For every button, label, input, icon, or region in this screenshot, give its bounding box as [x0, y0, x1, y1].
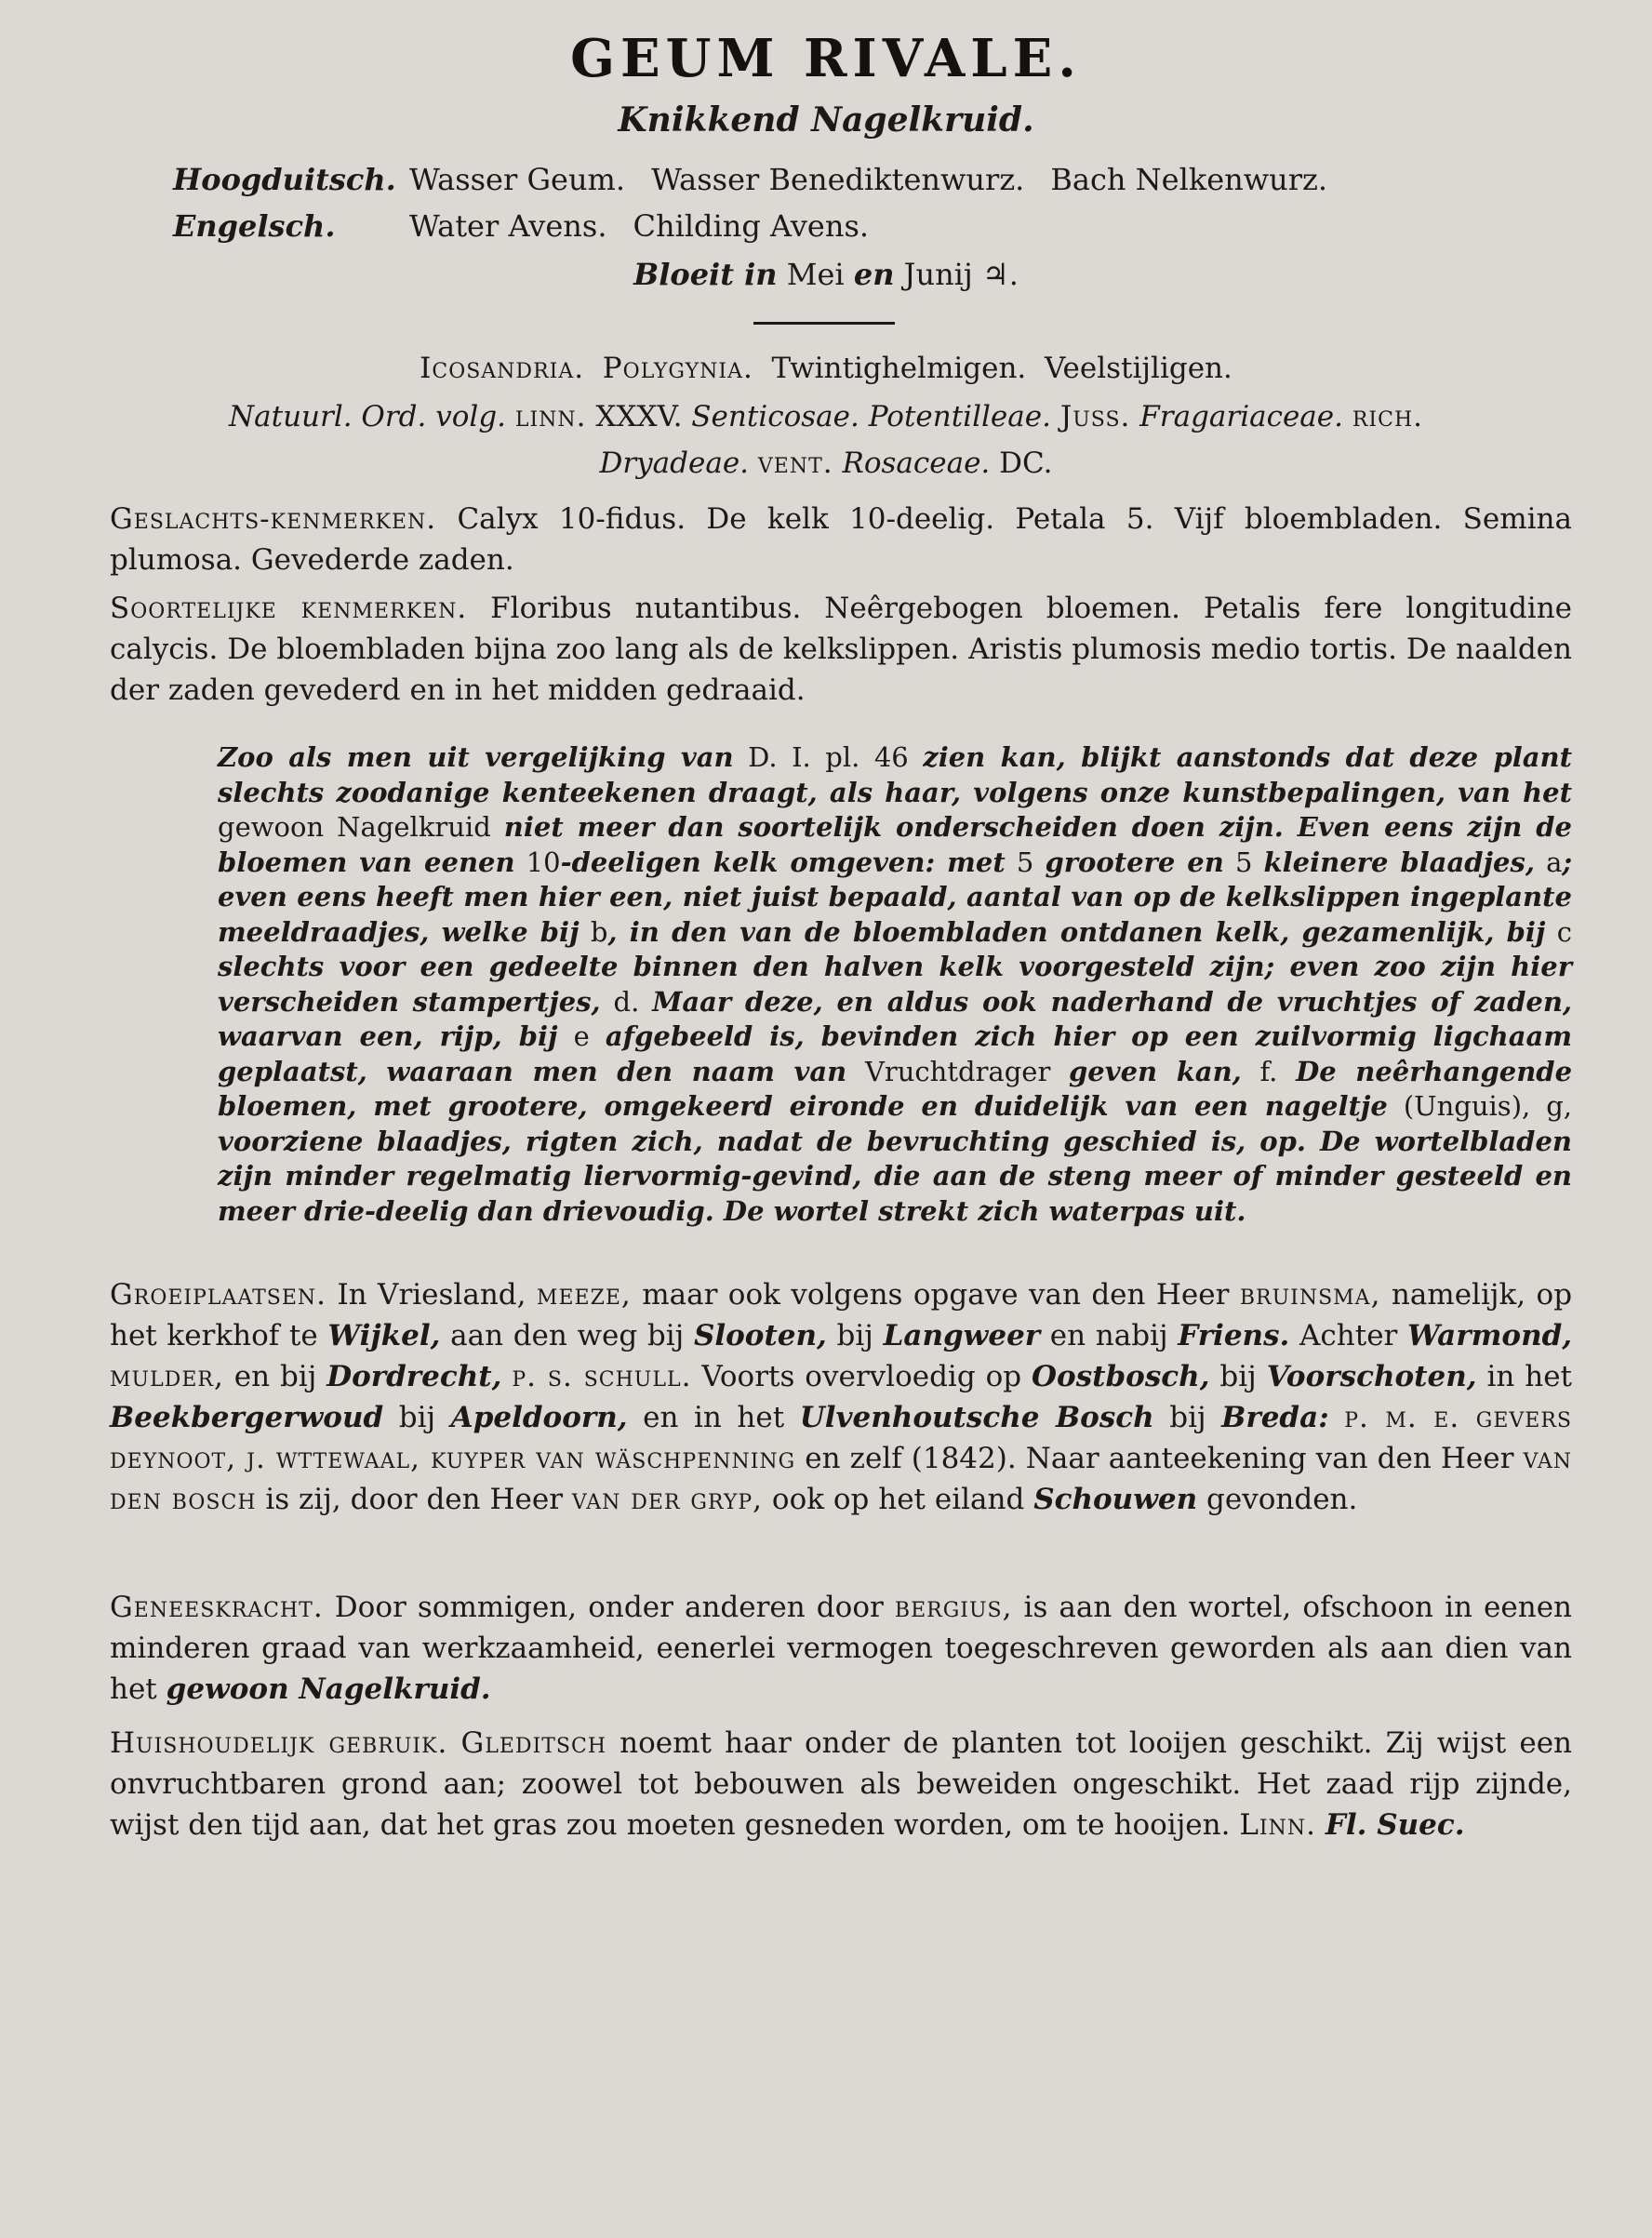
page-title: GEUM RIVALE. — [570, 28, 1082, 89]
class-author: Juss. — [1059, 400, 1131, 433]
bloom-period — [0, 257, 1652, 292]
common-name: Bach Nelkenwurz. — [1050, 162, 1328, 197]
desc-text: De neêrhangende bloemen, met grootere, omgekeerd eironde en duidelijk van een nageltje — [218, 1055, 1573, 1122]
bloom-month: Mei — [786, 257, 845, 292]
description-paragraph — [218, 740, 1572, 1229]
person-name: Gleditsch — [460, 1726, 607, 1760]
common-name: Wasser Geum. — [409, 162, 626, 197]
person-name: p. s. schull. — [512, 1360, 692, 1393]
class-author: rich. — [1352, 400, 1423, 433]
section-label: Huishoudelijk gebruik. — [110, 1726, 448, 1760]
section-text: noemt haar onder de planten tot looijen geschikt. Zij wijst een onvruchtbaren grond aan; zoowel tot bebouwen als beweiden ongeschikt. Het zaad rijp zijnde, wijst den tijd aan, dat het gras zou moeten gesneden worden, om te hooijen. — [110, 1726, 1572, 1842]
desc-text: , in den van de bloembladen ontdanen kelk, gezamenlijk, bij — [607, 915, 1546, 948]
habitat-text: en in het — [643, 1401, 785, 1434]
section-text: Calyx 10-fidus. De kelk 10-deelig. Petala 5. Vijf bloembladen. Semina plumosa. Gevederde zaden. — [110, 502, 1572, 577]
perennial-symbol: ♃. — [982, 257, 1019, 292]
person-name: bruinsma, — [1239, 1278, 1381, 1312]
habitat-text: bij — [398, 1401, 436, 1434]
place-name: Dordrecht, — [326, 1360, 502, 1393]
desc-term: gewoon Nagelkruid — [218, 811, 491, 843]
class-author: vent. — [757, 446, 833, 480]
desc-text: niet meer dan soortelijk onderscheiden doen zijn. Even eens zijn de bloemen van eenen — [218, 811, 1573, 878]
place-name: Oostbosch, — [1032, 1360, 1210, 1393]
desc-fig-ref: c — [1556, 915, 1572, 948]
desc-term: (Unguis), g, — [1403, 1090, 1572, 1122]
habitat-text: In Vriesland, — [337, 1278, 526, 1312]
bloom-month: Junij — [903, 257, 973, 292]
place-name: Apeldoorn, — [450, 1401, 628, 1434]
work-title: Fl. Suec. — [1325, 1808, 1465, 1842]
habitat-text: Achter — [1299, 1319, 1398, 1352]
habitat-text: en nabij — [1049, 1319, 1168, 1352]
habitat-text: bij — [1219, 1360, 1257, 1393]
species-characters — [110, 588, 1572, 711]
desc-fig-ref: e — [573, 1020, 590, 1052]
section-label: Geslachts-kenmerken. — [110, 502, 437, 536]
desc-ref: D. I. pl. 46 — [748, 741, 909, 773]
common-name: Childing Avens. — [633, 208, 870, 244]
desc-num: 10 — [526, 846, 561, 878]
desc-text: geven kan, — [1069, 1055, 1242, 1087]
class-term: Rosaceae. — [842, 446, 991, 480]
place-name: Schouwen — [1033, 1483, 1198, 1516]
person-name: p. m. e. gevers deynoot, j. wttewaal, kuyper van wäschpenning — [110, 1401, 1572, 1475]
section-label: Geneeskracht. — [110, 1591, 324, 1624]
habitat-text: is zij, door den Heer — [265, 1483, 564, 1516]
place-name: Voorschoten, — [1266, 1360, 1477, 1393]
person-name: van den bosch — [110, 1442, 1573, 1516]
desc-term: Vruchtdrager — [864, 1055, 1051, 1087]
place-name: Friens. — [1178, 1319, 1290, 1352]
habitat-text: namelijk, op het kerkhof te — [110, 1278, 1573, 1352]
class-term: Fragariaceae. — [1139, 400, 1343, 433]
class-term: XXXV. — [595, 400, 683, 433]
desc-text: ; even eens heeft men hier een, niet juist bepaald, aantal van op de kelkslippen ingeplante meeldraadjes, welke bij — [218, 846, 1573, 948]
desc-fig-ref: a — [1546, 846, 1563, 878]
section-text: Door sommigen, onder anderen door — [334, 1591, 884, 1624]
place-name: Breda: — [1221, 1401, 1329, 1434]
habitat-text: bij — [1169, 1401, 1206, 1434]
desc-text: Maar deze, en aldus ook naderhand de vruchtjes of zaden, waarvan een, rijp, bij — [218, 985, 1573, 1052]
habitat-text: ook op het eiland — [771, 1483, 1025, 1516]
plant-name: gewoon Nagelkruid. — [166, 1672, 491, 1706]
section-label: Soortelijke kenmerken. — [110, 592, 468, 625]
classification-line-2 — [0, 400, 1652, 433]
habitat-text: in het — [1486, 1360, 1573, 1393]
place-name: Langweer — [883, 1319, 1041, 1352]
class-term: Icosandria. — [420, 352, 585, 385]
class-term: Twintighelmigen. — [771, 352, 1027, 385]
household-use-section — [110, 1723, 1572, 1845]
habitat-text: gevonden. — [1206, 1483, 1358, 1516]
habitat-section — [110, 1274, 1572, 1520]
desc-fig-ref: d. — [613, 985, 640, 1018]
classification-line-3 — [0, 446, 1652, 480]
medicinal-section — [110, 1587, 1572, 1710]
classification-line-1 — [0, 352, 1652, 385]
divider — [753, 322, 895, 325]
place-name: Slooten, — [693, 1319, 827, 1352]
place-name: Wijkel, — [327, 1319, 441, 1352]
class-term: Polygynia. — [602, 352, 753, 385]
section-text: Floribus nutantibus. Neêrgebogen bloemen. Petalis fere longitudine calycis. De bloembladen bijna zoo lang als de kelkslippen. Aristis plumosis medio tortis. De naalden der zaden gevederd en in het midden gedraaid. — [110, 592, 1573, 707]
person-name: Linn. — [1239, 1808, 1316, 1842]
desc-text: kleinere blaadjes, — [1263, 846, 1535, 878]
habitat-text: aan den weg bij — [450, 1319, 685, 1352]
desc-num: 5 — [1016, 846, 1034, 878]
section-label: Groeiplaatsen. — [110, 1278, 327, 1312]
language-label: Engelsch. — [173, 208, 336, 244]
class-author: DC. — [999, 446, 1053, 480]
desc-text: slechts voor een gedeelte binnen den halven kelk voorgesteld zijn; even zoo zijn hier verscheiden stampertjes, — [218, 951, 1572, 1018]
class-term: Potentilleae. — [868, 400, 1051, 433]
habitat-text: en bij — [233, 1360, 317, 1393]
common-name: Wasser Benediktenwurz. — [651, 162, 1025, 197]
desc-num: 5 — [1234, 846, 1253, 878]
person-name: bergius, — [894, 1591, 1013, 1624]
class-term: Senticosae. — [691, 400, 859, 433]
common-names-english — [173, 203, 1353, 249]
common-names — [173, 156, 1353, 249]
desc-text: Zoo als men uit vergelijking van — [218, 741, 734, 773]
language-label: Hoogduitsch. — [173, 162, 396, 197]
bloom-label: Bloeit in — [633, 257, 778, 292]
person-name: mulder, — [110, 1360, 224, 1393]
desc-text: zien kan, blijkt aanstonds dat deze plant slechts zoodanige kenteekenen draagt, als haar, volgens onze kunstbepalingen, van het — [218, 741, 1573, 808]
class-term: Natuurl. Ord. volg. — [229, 400, 507, 433]
person-name: van der gryp, — [571, 1483, 764, 1516]
habitat-text: en zelf (1842). Naar aanteekening van den Heer — [805, 1442, 1514, 1475]
desc-fig-ref: f. — [1259, 1055, 1278, 1087]
section-text: is aan den wortel, ofschoon in eenen minderen graad van werkzaamheid, eenerlei vermogen toegeschreven geworden als aan dien van het — [110, 1591, 1573, 1706]
person-name: meeze, — [536, 1278, 632, 1312]
place-name: Beekbergerwoud — [110, 1401, 384, 1434]
class-author: linn. — [514, 400, 587, 433]
class-term: Veelstijligen. — [1045, 352, 1232, 385]
habitat-text: bij — [836, 1319, 873, 1352]
place-name: Warmond, — [1407, 1319, 1573, 1352]
class-term: Dryadeae. — [599, 446, 750, 480]
desc-text: -deeligen kelk omgeven: met — [560, 846, 1006, 878]
desc-fig-ref: b — [590, 915, 608, 948]
bloom-conj: en — [853, 257, 895, 292]
desc-text: grootere en — [1045, 846, 1224, 878]
desc-text: afgebeeld is, bevinden zich hier op een zuilvormig ligchaam geplaatst, waaraan men den naam van — [218, 1020, 1573, 1087]
common-name: Water Avens. — [409, 208, 607, 244]
genus-characters — [110, 499, 1572, 580]
desc-text: voorziene blaadjes, rigten zich, nadat de bevruchting geschied is, op. De wortelbladen zijn minder regelmatig liervormig-gevind, die aan de steng meer of minder gesteeld en meer drie-deelig dan drievoudig. De wortel strekt zich waterpas uit. — [218, 1125, 1572, 1227]
habitat-text: maar ook volgens opgave van den Heer — [642, 1278, 1230, 1312]
habitat-text: Voorts overvloedig op — [701, 1360, 1022, 1393]
place-name: Ulvenhoutsche Bosch — [799, 1401, 1154, 1434]
page-subtitle: Knikkend Nagelkruid. — [618, 100, 1034, 140]
common-names-german — [173, 156, 1353, 203]
